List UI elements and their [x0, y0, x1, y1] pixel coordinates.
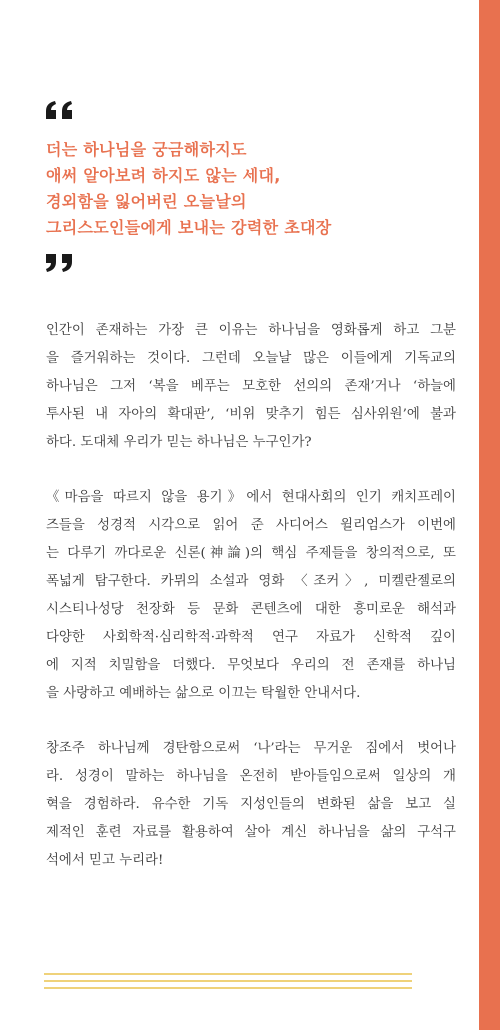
text-line: 다양한 사회학적·심리학적·과학적 연구 자료가 신학적 깊이: [46, 630, 456, 645]
paragraph: [46, 317, 456, 457]
text-line: 을 즐거워하는 것이다. 그런데 오늘날 많은 이들에게 기독교의: [46, 351, 456, 366]
open-quote-icon: [44, 100, 84, 126]
tagline-line: 더는 하나님을 궁금해하지도: [46, 140, 247, 159]
text-line: 인간이 존재하는 가장 큰 이유는 하나님을 영화롭게 하고 그분: [46, 323, 456, 338]
tagline-line: 경외함을 잃어버린 오늘날의: [46, 192, 247, 211]
divider: [44, 980, 412, 982]
text-line: 시스티나성당 천장화 등 문화 콘텐츠에 대한 흥미로운 해석과: [46, 602, 456, 617]
close-quote-icon: [44, 253, 84, 279]
tagline: [46, 137, 466, 241]
text-line: 에 지적 치밀함을 더했다. 무엇보다 우리의 전 존재를 하나님: [46, 658, 456, 673]
text-line: 제적인 훈련 자료를 활용하여 살아 계신 하나님을 삶의 구석구: [46, 825, 456, 840]
text-line: 하나님은 그저 ‘복을 베푸는 모호한 선의의 존재’거나 ‘하늘에: [46, 379, 456, 394]
text-line: 석에서 믿고 누리라!: [46, 853, 164, 868]
tagline-line: 애써 알아보려 하지도 않는 세대,: [46, 166, 281, 185]
divider: [44, 987, 412, 989]
text-line: 즈들을 성경적 시각으로 읽어 준 사디어스 윌리엄스가 이번에: [46, 518, 456, 533]
tagline-line: 그리스도인들에게 보내는 강력한 초대장: [46, 218, 332, 237]
text-line: 《마음을 따르지 않을 용기》에서 현대사회의 인기 캐치프레이: [46, 490, 456, 505]
paragraph: [46, 735, 456, 875]
text-line: 을 사랑하고 예배하는 삶으로 이끄는 탁월한 안내서다.: [46, 686, 361, 701]
description-body: [46, 317, 456, 902]
text-line: 라. 성경이 말하는 하나님을 온전히 받아들임으로써 일상의 개: [46, 769, 456, 784]
decorative-rules: [44, 973, 412, 994]
text-line: 폭넓게 탐구한다. 카뮈의 소설과 영화 〈조커〉, 미켈란젤로의: [46, 574, 456, 589]
text-line: 하다. 도대체 우리가 믿는 하나님은 누구인가?: [46, 435, 312, 450]
divider: [44, 973, 412, 975]
side-accent-band: [479, 0, 500, 1030]
paragraph: [46, 484, 456, 708]
text-line: 는 다루기 까다로운 신론(神論)의 핵심 주제들을 창의적으로, 또: [46, 546, 456, 561]
text-line: 혁을 경험하라. 유수한 기독 지성인들의 변화된 삶을 보고 실: [46, 797, 456, 812]
text-line: 창조주 하나님께 경탄함으로써 ‘나’라는 무거운 짐에서 벗어나: [46, 741, 456, 756]
text-line: 투사된 내 자아의 확대판’, ‘비위 맞추기 힘든 심사위원’에 불과: [46, 407, 456, 422]
